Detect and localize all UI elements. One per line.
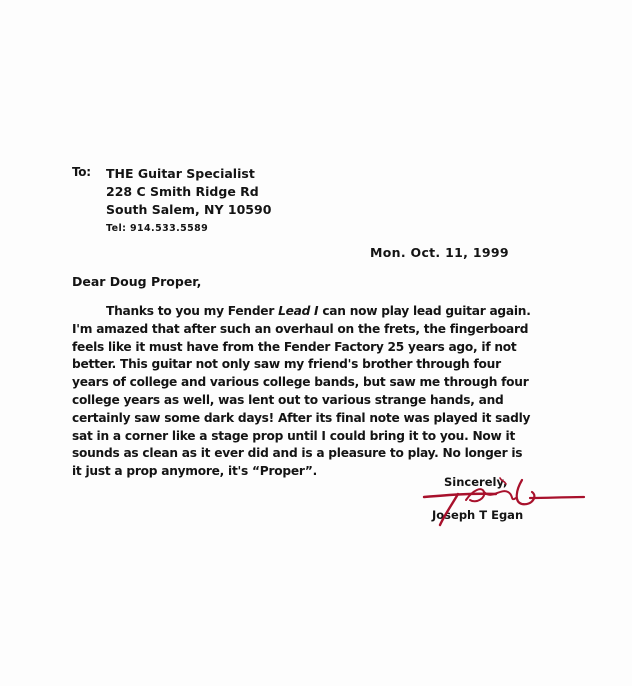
signature-stroke — [500, 478, 506, 484]
recipient-telephone: Tel: 914.533.5589 — [106, 223, 209, 234]
closing: Sincerely, — [444, 475, 508, 489]
recipient-street: 228 C Smith Ridge Rd — [106, 184, 259, 199]
signature-stroke — [517, 480, 535, 504]
recipient-city: South Salem, NY 10590 — [106, 202, 272, 217]
recipient-name: THE Guitar Specialist — [106, 166, 255, 181]
signature-stroke — [440, 494, 458, 525]
signer-name: Joseph T Egan — [432, 508, 524, 522]
body-line: better. This guitar not only saw my friend's brother through four — [72, 357, 501, 372]
body-line: feels like it must have from the Fender Factory 25 years ago, if not — [72, 339, 517, 354]
handwritten-signature — [418, 470, 588, 530]
body-line: sat in a corner like a stage prop until I could bring it to you. Now it — [72, 428, 516, 443]
salutation: Dear Doug Proper, — [72, 274, 202, 289]
signature-stroke — [466, 489, 484, 501]
body-line: sounds as clean as it ever did and is a pleasure to play. No longer is — [72, 446, 523, 461]
body-line: years of college and various college bands, but saw me through four — [72, 375, 529, 390]
signature-stroke — [530, 497, 584, 498]
recipient-address-lines — [106, 165, 366, 238]
body-line: certainly saw some dark days! After its final note was played it sadly — [72, 410, 531, 425]
body-line: I'm amazed that after such an overhaul on the frets, the fingerboard — [72, 321, 529, 336]
body-line-text: can now play lead guitar again. — [318, 304, 531, 318]
letter-date: Mon. Oct. 11, 1999 — [370, 245, 509, 260]
letter-body — [72, 303, 592, 481]
body-line: it just a prop anymore, it's “Proper”. — [72, 464, 317, 479]
body-line-text: Thanks to you my Fender — [106, 304, 279, 318]
guitar-model-name: Lead I — [278, 304, 319, 318]
to-label: To: — [72, 165, 91, 179]
signature-stroke — [484, 491, 516, 499]
body-line: college years as well, was lent out to various strange hands, and — [72, 392, 504, 407]
body-line — [72, 303, 592, 321]
